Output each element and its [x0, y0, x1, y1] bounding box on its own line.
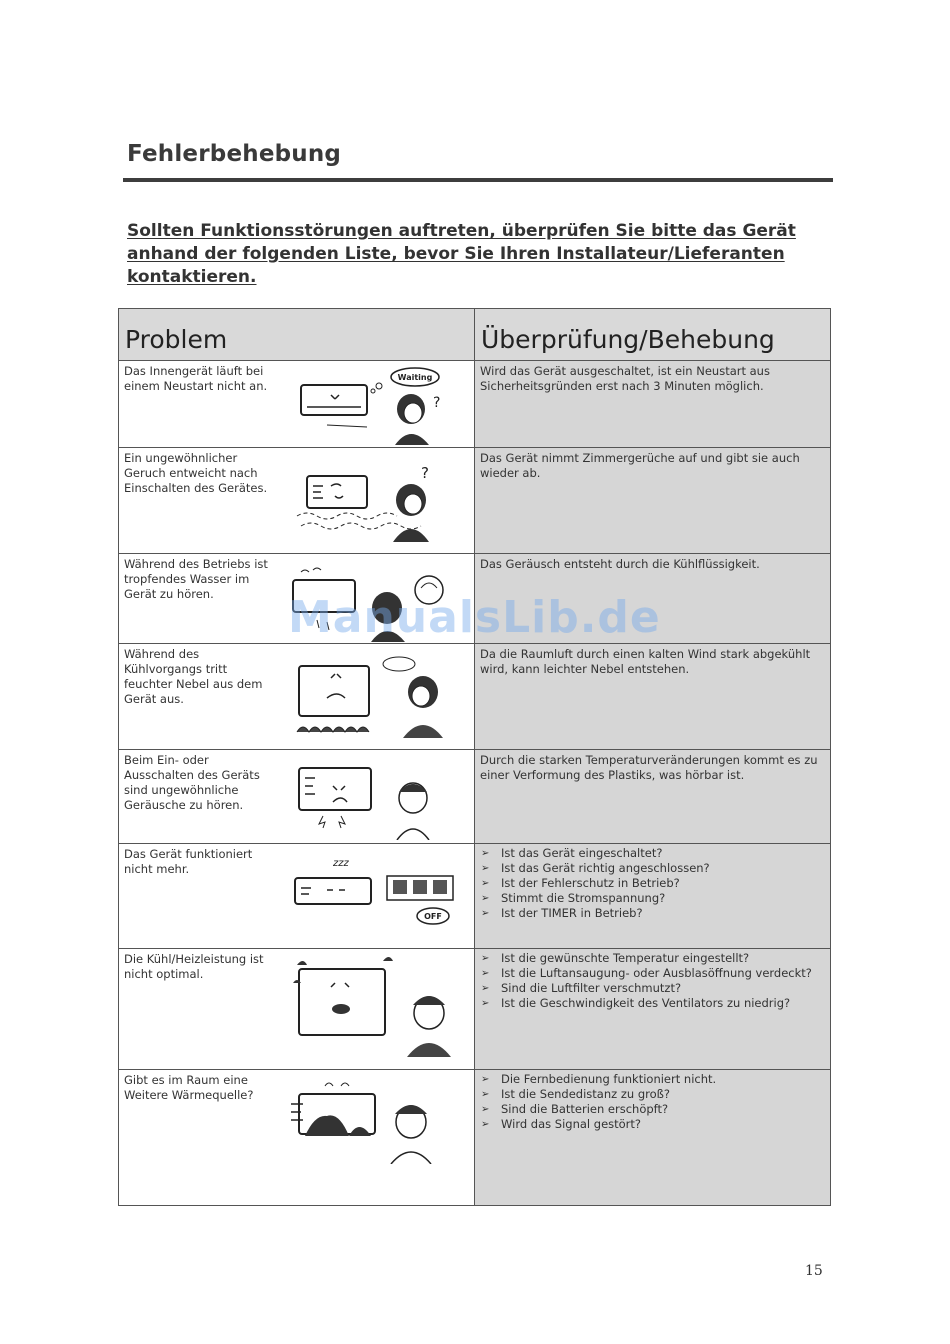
problem-text: Während des Kühlvorgangs tritt feuchter Nebel aus dem Gerät aus. — [124, 647, 263, 706]
arrow-bullet-icon: ➢ — [481, 893, 490, 904]
fix-text: Das Geräusch entsteht durch die Kühlflüssigkeit. — [480, 557, 760, 571]
fix-cell — [475, 448, 831, 554]
list-item — [475, 1117, 830, 1132]
intro-text: Sollten Funktionsstörungen auftreten, überprüfen Sie bitte das Gerät anhand der folgenden Liste, bevor Sie Ihren Installateur/Lieferanten kontaktieren. — [127, 221, 796, 287]
mist-icon — [287, 648, 471, 746]
problem-cell — [119, 750, 475, 844]
problem-text: Während des Betriebs ist tropfendes Wasser im Gerät zu hören. — [124, 557, 268, 601]
check-text: Sind die Luftfilter verschmutzt? — [501, 981, 682, 995]
problem-text: Das Innengerät läuft bei einem Neustart nicht an. — [124, 364, 268, 393]
list-item — [475, 981, 830, 996]
problem-cell — [119, 1070, 475, 1206]
list-item — [475, 906, 830, 921]
fix-cell — [475, 949, 831, 1070]
fix-cell — [475, 361, 831, 448]
list-item — [475, 876, 830, 891]
arrow-bullet-icon: ➢ — [481, 953, 490, 964]
list-item — [475, 1087, 830, 1102]
header-problem: Problem — [119, 309, 475, 361]
arrow-bullet-icon: ➢ — [481, 848, 490, 859]
check-text: Die Fernbedienung funktioniert nicht. — [501, 1072, 717, 1086]
fix-text: Da die Raumluft durch einen kalten Wind stark abgekühlt wird, kann leichter Nebel entstehen. — [480, 647, 811, 676]
problem-text: Gibt es im Raum eine Weitere Wärmequelle? — [124, 1073, 254, 1102]
check-text: Ist der Fehlerschutz in Betrieb? — [501, 876, 680, 890]
arrow-bullet-icon: ➢ — [481, 1119, 490, 1130]
smell-icon — [287, 452, 471, 550]
arrow-bullet-icon: ➢ — [481, 1104, 490, 1115]
problem-cell — [119, 448, 475, 554]
check-text: Wird das Signal gestört? — [501, 1117, 642, 1131]
power-off-icon — [287, 848, 471, 944]
check-text: Ist das Gerät eingeschaltet? — [501, 846, 663, 860]
arrow-bullet-icon: ➢ — [481, 983, 490, 994]
check-text: Ist die Sendedistanz zu groß? — [501, 1087, 670, 1101]
title-rule — [123, 178, 833, 182]
arrow-bullet-icon: ➢ — [481, 998, 490, 1009]
check-text: Ist die Geschwindigkeit des Ventilators zu niedrig? — [501, 996, 791, 1010]
watermark: ManualsLib.de — [288, 592, 661, 643]
problem-cell — [119, 844, 475, 949]
arrow-bullet-icon: ➢ — [481, 1074, 490, 1085]
problem-text: Die Kühl/Heizleistung ist nicht optimal. — [124, 952, 264, 981]
list-item — [475, 861, 830, 876]
list-item — [475, 891, 830, 906]
list-item — [475, 951, 830, 966]
svg-text:zzz: zzz — [333, 858, 349, 869]
page-number: 15 — [805, 1263, 823, 1279]
check-text: Sind die Batterien erschöpft? — [501, 1102, 669, 1116]
svg-text:?: ? — [421, 464, 429, 482]
problem-text: Ein ungewöhnlicher Geruch entweicht nach Einschalten des Gerätes. — [124, 451, 268, 495]
table-row — [119, 644, 831, 750]
list-item — [475, 1102, 830, 1117]
table-row — [119, 949, 831, 1070]
checklist — [475, 846, 830, 921]
fix-cell — [475, 844, 831, 949]
arrow-bullet-icon: ➢ — [481, 878, 490, 889]
problem-cell — [119, 949, 475, 1070]
check-text: Stimmt die Stromspannung? — [501, 891, 666, 905]
check-text: Ist der TIMER in Betrieb? — [501, 906, 643, 920]
waiting-person-icon — [287, 365, 471, 445]
table-row — [119, 750, 831, 844]
check-text: Ist die Luftansaugung- oder Ausblasöffnung verdeckt? — [501, 966, 812, 980]
remote-problem-icon — [287, 1074, 471, 1164]
fix-cell — [475, 1070, 831, 1206]
list-item — [475, 846, 830, 861]
arrow-bullet-icon: ➢ — [481, 863, 490, 874]
troubleshooting-table — [118, 308, 831, 1206]
checklist — [475, 951, 830, 1011]
arrow-bullet-icon: ➢ — [481, 1089, 490, 1100]
cracking-noise-icon — [287, 754, 471, 840]
fix-text: Durch die starken Temperaturveränderungen kommt es zu einer Verformung des Plastiks, was hörbar ist. — [480, 753, 818, 782]
arrow-bullet-icon: ➢ — [481, 908, 490, 919]
problem-text: Das Gerät funktioniert nicht mehr. — [124, 847, 253, 876]
check-text: Ist das Gerät richtig angeschlossen? — [501, 861, 710, 875]
problem-text: Beim Ein- oder Ausschalten des Geräts sind ungewöhnliche Geräusche zu hören. — [124, 753, 260, 812]
fix-cell — [475, 644, 831, 750]
problem-cell — [119, 644, 475, 750]
table-row — [119, 448, 831, 554]
problem-cell — [119, 361, 475, 448]
sweating-unit-icon — [287, 953, 471, 1065]
checklist — [475, 1072, 830, 1132]
page-title: Fehlerbehebung — [127, 141, 342, 167]
header-check-fix: Überprüfung/Behebung — [475, 309, 831, 361]
arrow-bullet-icon: ➢ — [481, 968, 490, 979]
off-label: OFF — [424, 912, 442, 921]
list-item — [475, 966, 830, 981]
svg-text:?: ? — [433, 395, 441, 411]
fix-cell — [475, 750, 831, 844]
table-row — [119, 1070, 831, 1206]
table-row — [119, 361, 831, 448]
fix-text: Das Gerät nimmt Zimmergerüche auf und gibt sie auch wieder ab. — [480, 451, 800, 480]
fix-text: Wird das Gerät ausgeschaltet, ist ein Neustart aus Sicherheitsgründen erst nach 3 Minuten möglich. — [480, 364, 770, 393]
waiting-label: Waiting — [397, 373, 433, 382]
check-text: Ist die gewünschte Temperatur eingestellt? — [501, 951, 750, 965]
table-row — [119, 844, 831, 949]
list-item — [475, 1072, 830, 1087]
list-item — [475, 996, 830, 1011]
